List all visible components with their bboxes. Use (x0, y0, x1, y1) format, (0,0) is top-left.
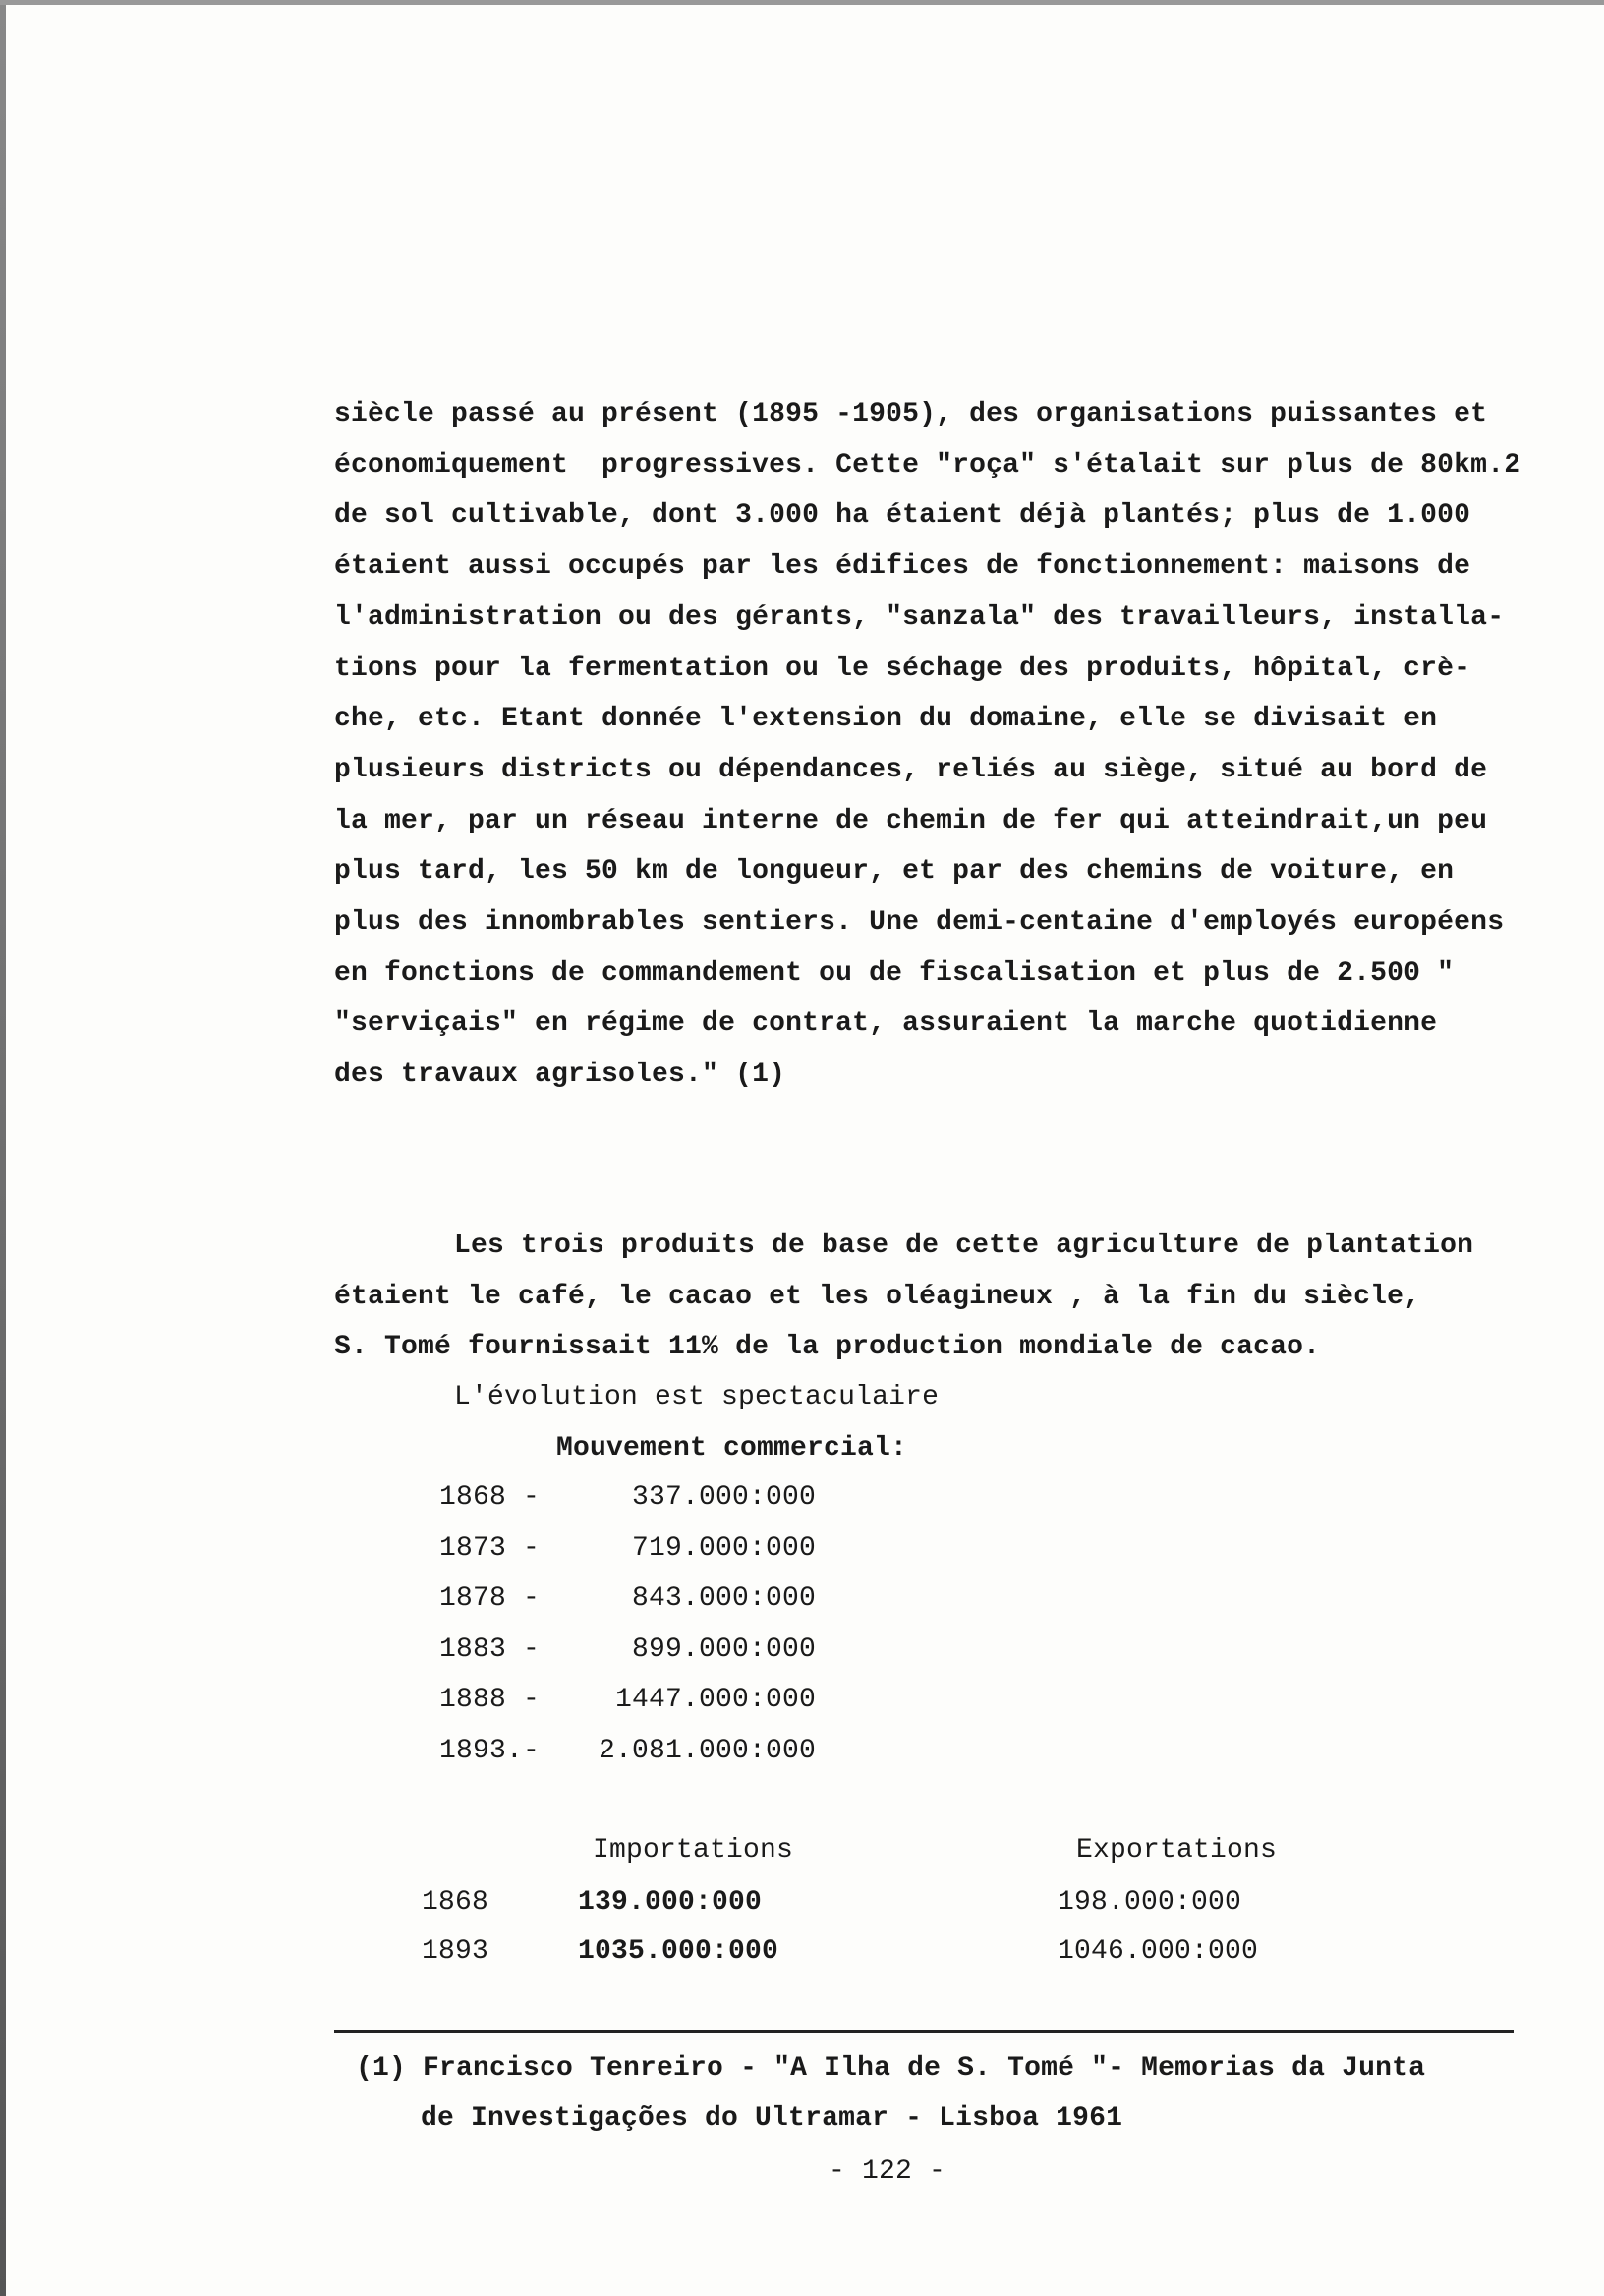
imports-value: 1035.000:000 (578, 1936, 779, 1967)
commerce-year: 1878 - (439, 1583, 541, 1614)
commerce-value: 337.000:000 (631, 1482, 816, 1513)
imports-value: 139.000:000 (578, 1887, 763, 1918)
commerce-year: 1893.- (439, 1735, 541, 1766)
commerce-heading: Mouvement commercial: (556, 1433, 908, 1464)
commerce-value: 719.000:000 (631, 1532, 816, 1564)
evolution-line: L'évolution est spectaculaire (454, 1382, 940, 1412)
text-line: tions pour la fermentation ou le séchage des produits, hôpital, crè- (334, 653, 1471, 684)
exports-header: Exportations (1076, 1835, 1278, 1866)
commerce-year: 1873 - (439, 1532, 541, 1564)
text-line: économiquement progressives. Cette "roça" s'étalait sur plus de 80km.2 (334, 449, 1521, 481)
text-line: des travaux agrisoles." (1) (334, 1060, 786, 1091)
text-line: de sol cultivable, dont 3.000 ha étaient déjà plantés; plus de 1.000 (334, 500, 1471, 532)
text-line: siècle passé au présent (1895 -1905), des organisations puissantes et (334, 399, 1488, 430)
commerce-value: 1447.000:000 (614, 1685, 816, 1715)
text-line: en fonctions de commandement ou de fiscalisation et plus de 2.500 " (334, 957, 1455, 989)
text-line: "serviçais" en régime de contrat, assuraient la marche quotidienne (334, 1008, 1438, 1040)
scan-top-edge (0, 0, 1604, 5)
text-line: étaient le café, le cacao et les oléagineux , à la fin du siècle, (334, 1281, 1421, 1312)
text-line: l'administration ou des gérants, "sanzala" des travailleurs, installa- (334, 602, 1505, 633)
imports-header: Importations (593, 1835, 794, 1866)
text-line: étaient aussi occupés par les édifices de fonctionnement: maisons de (334, 551, 1471, 583)
footnote-divider (334, 2030, 1514, 2033)
text-line: plusieurs districts ou dépendances, reliés au siège, situé au bord de (334, 754, 1488, 785)
commerce-year: 1888 - (439, 1685, 541, 1715)
text-line: plus des innombrables sentiers. Une demi-centaine d'employés européens (334, 907, 1505, 938)
page-number: - 122 - (829, 2156, 946, 2187)
commerce-year: 1883 - (439, 1634, 541, 1665)
trade-year: 1893 (422, 1936, 489, 1967)
commerce-year: 1868 - (439, 1482, 541, 1513)
text-line: S. Tomé fournissait 11% de la production mondiale de cacao. (334, 1332, 1321, 1362)
commerce-value: 843.000:000 (631, 1583, 816, 1614)
exports-value: 1046.000:000 (1058, 1936, 1259, 1967)
exports-value: 198.000:000 (1058, 1887, 1242, 1918)
footnote-line-2: de Investigações do Ultramar - Lisboa 1961 (421, 2103, 1123, 2134)
text-line: plus tard, les 50 km de longueur, et par des chemins de voiture, en (334, 856, 1455, 888)
text-line: la mer, par un réseau interne de chemin de fer qui atteindrait,un peu (334, 805, 1488, 836)
footnote-line-1: (1) Francisco Tenreiro - "A Ilha de S. Tomé "- Memorias da Junta (356, 2053, 1426, 2084)
text-line: Les trois produits de base de cette agriculture de plantation (454, 1231, 1474, 1261)
scan-edge (0, 0, 6, 2296)
commerce-value: 2.081.000:000 (598, 1735, 816, 1766)
trade-year: 1868 (422, 1887, 489, 1918)
commerce-value: 899.000:000 (631, 1634, 816, 1665)
text-line: che, etc. Etant donnée l'extension du domaine, elle se divisait en (334, 704, 1438, 735)
